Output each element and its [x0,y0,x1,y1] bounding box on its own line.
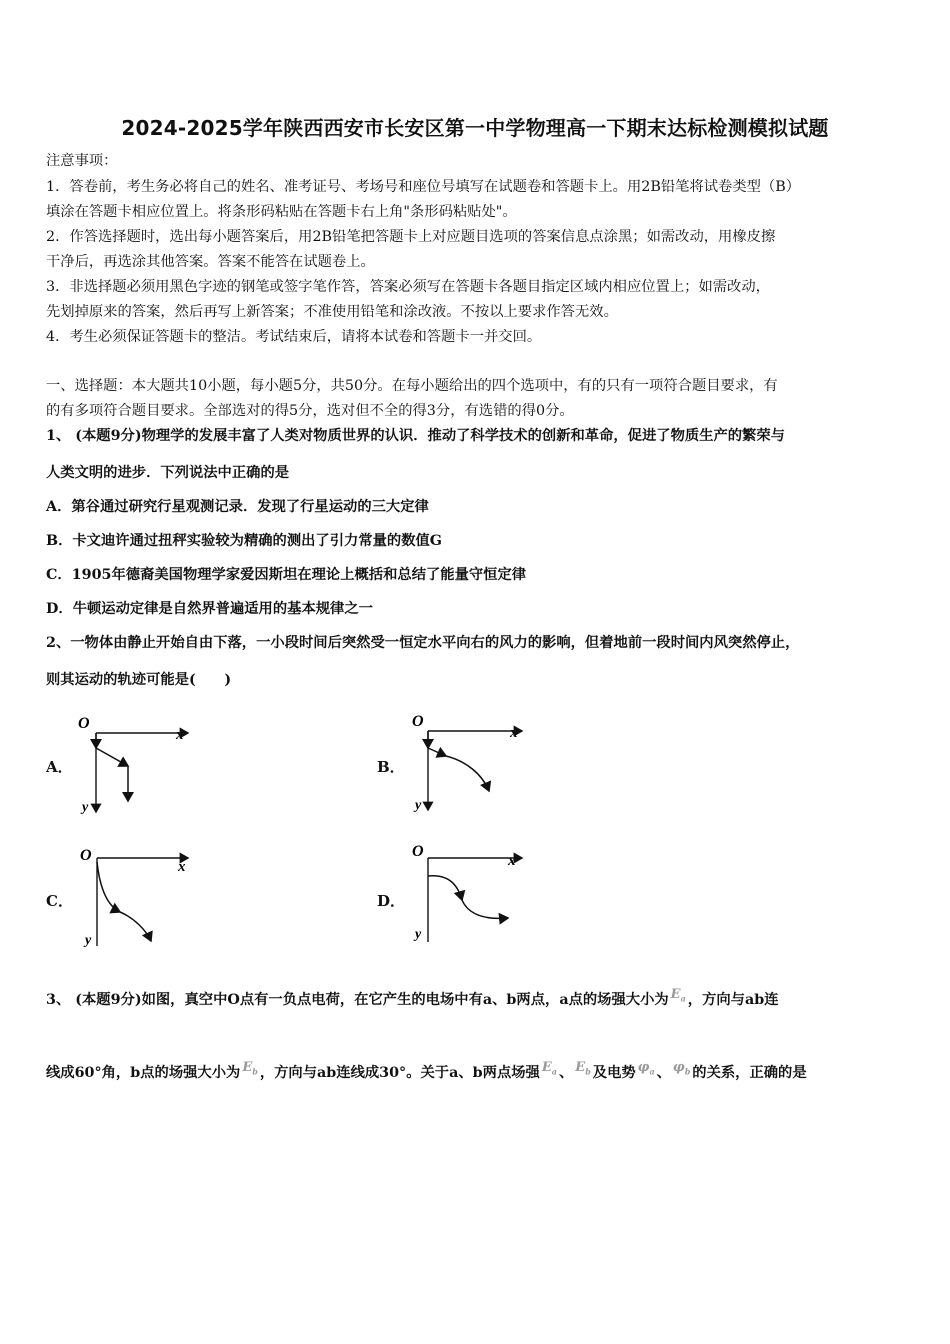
question-2-stem: 2、一物体由静止开始自由下落，一小段时间后突然受一恒定水平向右的风力的影响，但着地前一段时间内风突然停止， [46,635,800,651]
notice-line: 干净后，再选涂其他答案。答案不能答在试题卷上。 [46,254,375,270]
trajectory-graph-c [70,840,200,950]
option-a-label: A． [46,758,73,776]
trajectory-graph-b [400,706,530,816]
axis-origin: O [412,713,424,730]
question-1-stem: 1、 (本题9分)物理学的发展丰富了人类对物质世界的认识．推动了科学技术的创新和革命，促进了物质生产的繁荣与 [46,428,785,444]
question-1-stem: 人类文明的进步．下列说法中正确的是 [46,465,290,481]
trajectory-graph-d [400,838,530,948]
option-c-label: C． [46,892,73,910]
question-3-stem [46,1058,807,1083]
question-3-text: 的关系，正确的是 [692,1065,807,1081]
trajectory-graph-a [70,708,200,818]
notice-heading: 注意事项： [46,153,118,169]
symbol-eb: $E_b$ [242,1060,258,1077]
question-3-stem [46,985,779,1010]
axis-x-label: x [178,859,186,875]
axis-origin: O [78,715,90,732]
option-b-label: B． [377,758,405,776]
axis-y-label: y [85,933,92,948]
notice-line: 1．答卷前，考生务必将自己的姓名、准考证号、考场号和座位号填写在试题卷和答题卡上。用2B铅笔将试卷类型（B） [46,179,801,195]
symbol-phib: $\varphi_b$ [672,1060,691,1077]
notice-line: 先划掉原来的答案，然后再写上新答案；不准使用铅笔和涂改液。不按以上要求作答无效。 [46,304,618,320]
question-1-option-b: B．卡文迪许通过扭秤实验较为精确的测出了引力常量的数值G [46,533,443,549]
question-3-text: ，方向与ab连线成30°。关于a、b两点场强 [259,1065,540,1081]
axis-x-label: x [510,725,518,741]
question-3-text: 线成60°角，b点的场强大小为 [46,1065,241,1081]
separator: 、 [656,1065,671,1081]
question-1-option-c: C．1905年德裔美国物理学家爱因斯坦在理论上概括和总结了能量守恒定律 [46,567,527,583]
axis-x-label: x [508,853,516,869]
axis-x-label: x [176,727,184,743]
axis-y-label: y [415,927,422,942]
symbol-ea: $E_a$ [541,1060,557,1077]
section-intro: 的有多项符合题目要求。全部选对的得5分，选对但不全的得3分，有选错的得0分。 [46,403,574,419]
axis-origin: O [412,843,424,860]
symbol-phia: $\varphi_a$ [637,1060,655,1077]
axis-origin: O [80,847,92,864]
notice-line: 填涂在答题卡相应位置上。将条形码粘贴在答题卡右上角"条形码粘贴处"。 [46,204,517,220]
question-1-option-a: A．第谷通过研究行星观测记录．发现了行星运动的三大定律 [46,499,429,515]
option-d-label: D． [377,892,406,910]
axis-y-label: y [82,800,89,815]
page-title: 2024-2025学年陕西西安市长安区第一中学物理高一下期末达标检测模拟试题 [121,116,829,140]
notice-line: 4．考生必须保证答题卡的整洁。考试结束后，请将本试卷和答题卡一并交回。 [46,329,542,345]
axis-y-label: y [415,798,422,813]
notice-line: 2．作答选择题时，选出每小题答案后，用2B铅笔把答题卡上对应题目选项的答案信息点涂黑；如需改动，用橡皮擦 [46,229,776,245]
symbol-eb: $E_b$ [575,1060,591,1077]
separator: 、 [558,1065,574,1081]
question-1-option-d: D．牛顿运动定律是自然界普遍适用的基本规律之一 [46,601,373,617]
question-3-text: 及电势 [592,1065,636,1081]
symbol-ea: $E_a$ [670,987,686,1004]
section-intro: 一、选择题：本大题共10小题，每小题5分，共50分。在每小题给出的四个选项中，有的只有一项符合题目要求，有 [46,378,778,394]
question-3-text: 3、 (本题9分)如图，真空中O点有一负点电荷，在它产生的电场中有a、b两点，a点的场强大小为 [46,992,669,1008]
question-3-text: ，方向与ab连 [687,992,779,1008]
question-2-stem: 则其运动的轨迹可能是( ) [46,672,232,688]
notice-line: 3．非选择题必须用黑色字迹的钢笔或签字笔作答，答案必须写在答题卡各题目指定区域内相应位置上；如需改动， [46,279,770,295]
